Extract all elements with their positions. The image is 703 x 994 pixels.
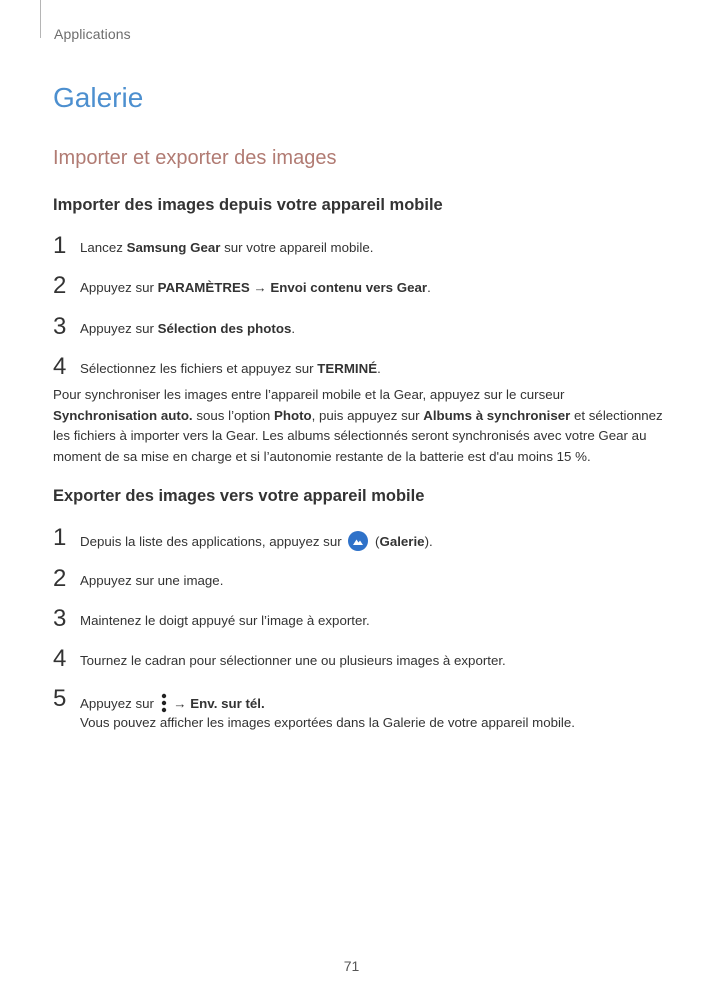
step-text: Appuyez sur PARAMÈTRES → Envoi contenu vers Gear. bbox=[80, 280, 431, 295]
step-number: 4 bbox=[53, 353, 67, 380]
export-heading: Exporter des images vers votre appareil mobile bbox=[53, 487, 425, 505]
export-step-5 bbox=[53, 685, 653, 715]
header-section-label: Applications bbox=[54, 26, 131, 42]
step-number: 3 bbox=[53, 313, 67, 340]
section-title: Importer et exporter des images bbox=[53, 147, 337, 169]
step-number: 1 bbox=[53, 232, 67, 259]
step-number: 1 bbox=[53, 524, 67, 551]
export-note: Vous pouvez afficher les images exportées dans la Galerie de votre appareil mobile. bbox=[80, 715, 575, 730]
import-step-3 bbox=[53, 313, 653, 343]
export-step-1 bbox=[53, 524, 653, 554]
export-step-3 bbox=[53, 605, 653, 635]
step-number: 4 bbox=[53, 645, 67, 672]
step-text: Lancez Samsung Gear sur votre appareil mobile. bbox=[80, 240, 374, 255]
import-heading: Importer des images depuis votre appareil mobile bbox=[53, 196, 443, 214]
step-text: Appuyez sur une image. bbox=[80, 573, 224, 588]
step-text: Sélectionnez les fichiers et appuyez sur TERMINÉ. bbox=[80, 361, 381, 376]
step-number: 2 bbox=[53, 272, 67, 299]
step-text: Depuis la liste des applications, appuyez sur (Galerie). bbox=[80, 531, 433, 551]
page-number: 71 bbox=[343, 958, 360, 974]
step-text: Appuyez sur Sélection des photos. bbox=[80, 321, 296, 336]
header-divider bbox=[40, 0, 41, 38]
step-text: Tournez le cadran pour sélectionner une ou plusieurs images à exporter. bbox=[80, 653, 506, 668]
step-text: Maintenez le doigt appuyé sur l’image à exporter. bbox=[80, 613, 370, 628]
export-step-4 bbox=[53, 645, 653, 675]
more-options-icon bbox=[161, 692, 167, 714]
step-number: 3 bbox=[53, 605, 67, 632]
sync-paragraph: Pour synchroniser les images entre l’appareil mobile et la Gear, appuyez sur le curseur Synchronisation auto. sous l’option Photo, puis appuyez sur Albums à synchroniser et sélectionnez les fichiers à importer vers la Gear. Les albums sélectionnés seront synchronisés avec votre Gear au moment de sa mise en charge et si l’autonomie restante de la batterie est d'au moins 15 %. bbox=[53, 387, 663, 464]
import-step-2 bbox=[53, 272, 653, 302]
export-step-2 bbox=[53, 565, 653, 595]
gallery-icon bbox=[348, 531, 368, 551]
import-step-4 bbox=[53, 353, 653, 383]
step-number: 5 bbox=[53, 685, 67, 712]
import-step-1 bbox=[53, 232, 653, 262]
step-number: 2 bbox=[53, 565, 67, 592]
step-text: Appuyez sur → Env. sur tél. bbox=[80, 692, 265, 714]
page-title: Galerie bbox=[53, 82, 144, 113]
